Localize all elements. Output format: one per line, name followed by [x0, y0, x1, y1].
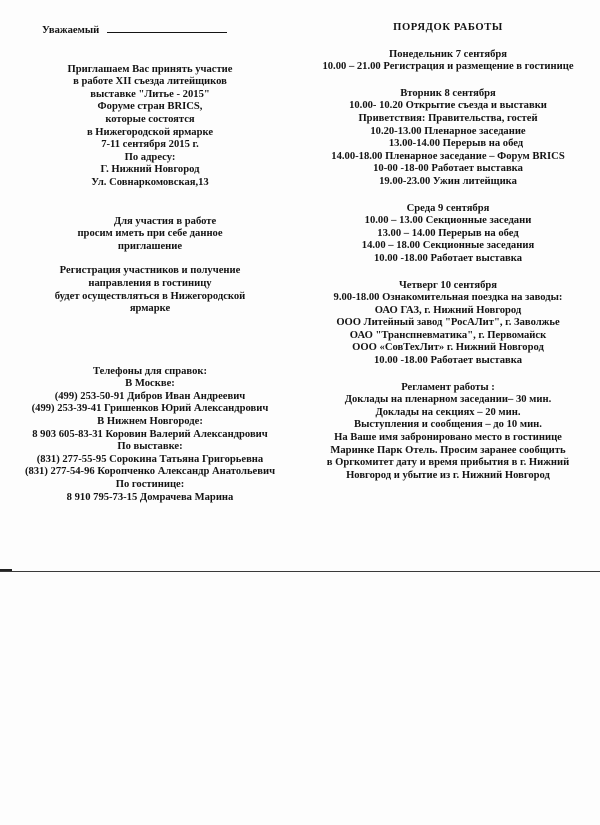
- invite-line: в работе XII съезда литейщиков: [73, 76, 227, 88]
- phone-entry: (499) 253-50-91 Дибров Иван Андреевич: [54, 390, 246, 402]
- schedule-item: 10.20-13.00 Пленарное заседание: [370, 125, 526, 137]
- phone-entry: 8 903 605-83-31 Коровин Валерий Александрович: [32, 428, 268, 440]
- regulation-item: На Ваше имя забронировано место в гостинице: [334, 432, 562, 444]
- participation-line: просим иметь при себе данное: [77, 228, 223, 240]
- phones-subheading: По выставке:: [117, 441, 183, 453]
- day-heading: Понедельник 7 сентября: [388, 48, 508, 60]
- invite-line: выставке "Литье - 2015": [90, 88, 210, 100]
- regulation-item: Доклады на пленарном заседании– 30 мин.: [344, 394, 552, 406]
- regulation-item: Выступления и сообщения – до 10 мин.: [354, 419, 542, 431]
- phone-entry: 8 910 795-73-15 Домрачева Марина: [66, 491, 234, 503]
- regulation-item: Маринке Парк Отель. Просим заранее сообщить: [330, 444, 566, 456]
- day-heading: Четверг 10 сентября: [398, 279, 498, 291]
- work-regulations: [300, 382, 596, 483]
- page-fold-mark: [0, 569, 12, 571]
- invite-line: Приглашаем Вас принять участие: [67, 63, 233, 75]
- invitation-column: [6, 22, 294, 504]
- invite-line: 7-11 сентября 2015 г.: [101, 139, 199, 151]
- greeting-line: [6, 22, 294, 38]
- schedule-item: ООО «СовТехЛит» г. Нижний Новгород: [352, 342, 544, 354]
- phone-entry: (831) 277-54-96 Коропченко Александр Анатольевич: [24, 466, 276, 478]
- invite-line: Ул. Совнаркомовская,13: [91, 176, 209, 188]
- registration-line: направления в гостиницу: [88, 277, 212, 289]
- schedule-item: ООО Литейный завод "РосАЛит", г. Заволжье: [336, 317, 560, 329]
- schedule-column: [300, 22, 596, 482]
- schedule-item: 13.00 – 14.00 Перерыв на обед: [377, 227, 519, 239]
- invite-line: Г. Нижний Новгород: [100, 164, 200, 176]
- phones-subheading: По гостинице:: [115, 479, 185, 491]
- participation-line: приглашение: [117, 240, 183, 252]
- page-fold-line: [0, 571, 600, 572]
- phones-city: В Москве:: [125, 378, 175, 390]
- day-wednesday: [300, 203, 596, 266]
- contact-phones: [6, 366, 294, 505]
- participation-note: [6, 216, 294, 254]
- schedule-item: 10-00 -18-00 Работает выставка: [373, 163, 523, 175]
- regulation-item: Новгород и убытие из г. Нижний Новгород: [346, 469, 550, 481]
- schedule-item: 10.00 – 13.00 Секционные заседани: [364, 215, 532, 227]
- invitation-text: [6, 64, 294, 190]
- registration-line: будет осуществляться в Нижегородской: [54, 290, 246, 302]
- regulation-item: Доклады на секциях – 20 мин.: [375, 406, 521, 418]
- regulations-heading: Регламент работы :: [401, 381, 495, 393]
- schedule-item: 10.00 -18.00 Работает выставка: [373, 252, 523, 264]
- participation-line: Для участия в работе: [113, 215, 217, 227]
- greeting-text: Уважаемый: [42, 25, 100, 36]
- phone-entry: (831) 277-55-95 Сорокина Татьяна Григорьевна: [36, 453, 264, 465]
- phone-entry: (499) 253-39-41 Гришенков Юрий Александрович: [31, 403, 269, 415]
- invite-line: Форуме стран BRICS,: [97, 101, 203, 113]
- invite-line: По адресу:: [124, 151, 176, 163]
- day-thursday: [300, 280, 596, 368]
- schedule-item: 10.00 -18.00 Работает выставка: [373, 355, 523, 367]
- phones-heading: Телефоны для справок:: [92, 365, 208, 377]
- schedule-item: 10.00 – 21.00 Регистрация и размещение в гостинице: [322, 61, 574, 73]
- day-monday: [300, 49, 596, 74]
- name-blank-line: [107, 22, 227, 33]
- registration-note: [6, 265, 294, 315]
- day-tuesday: [300, 88, 596, 189]
- schedule-item: 13.00-14.00 Перерыв на обед: [388, 138, 524, 150]
- schedule-item: 19.00-23.00 Ужин литейщика: [379, 175, 517, 187]
- day-heading: Среда 9 сентября: [406, 202, 490, 214]
- phones-city: В Нижнем Новгороде:: [97, 416, 203, 428]
- schedule-item: 9.00-18.00 Ознакомительная поездка на заводы:: [333, 292, 563, 304]
- schedule-item: Приветствия: Правительства, гостей: [358, 112, 538, 124]
- registration-line: ярмарке: [129, 303, 171, 315]
- schedule-item: ОАО "Транспневматика", г. Первомайск: [349, 329, 547, 341]
- regulation-item: в Оргкомитет дату и время прибытия в г. Нижний: [326, 457, 570, 469]
- schedule-item: ОАО ГАЗ, г. Нижний Новгород: [374, 304, 522, 316]
- day-heading: Вторник 8 сентября: [400, 87, 496, 99]
- schedule-title: ПОРЯДОК РАБОТЫ: [393, 22, 503, 33]
- registration-line: Регистрация участников и получение: [59, 265, 241, 277]
- schedule-item: 14.00-18.00 Пленарное заседание – Форум BRICS: [331, 150, 565, 162]
- invite-line: которые состоятся: [105, 113, 195, 125]
- schedule-item: 14.00 – 18.00 Секционные заседания: [361, 240, 535, 252]
- invite-line: в Нижегородской ярмарке: [86, 126, 214, 138]
- schedule-item: 10.00- 10.20 Открытие съезда и выставки: [349, 100, 547, 112]
